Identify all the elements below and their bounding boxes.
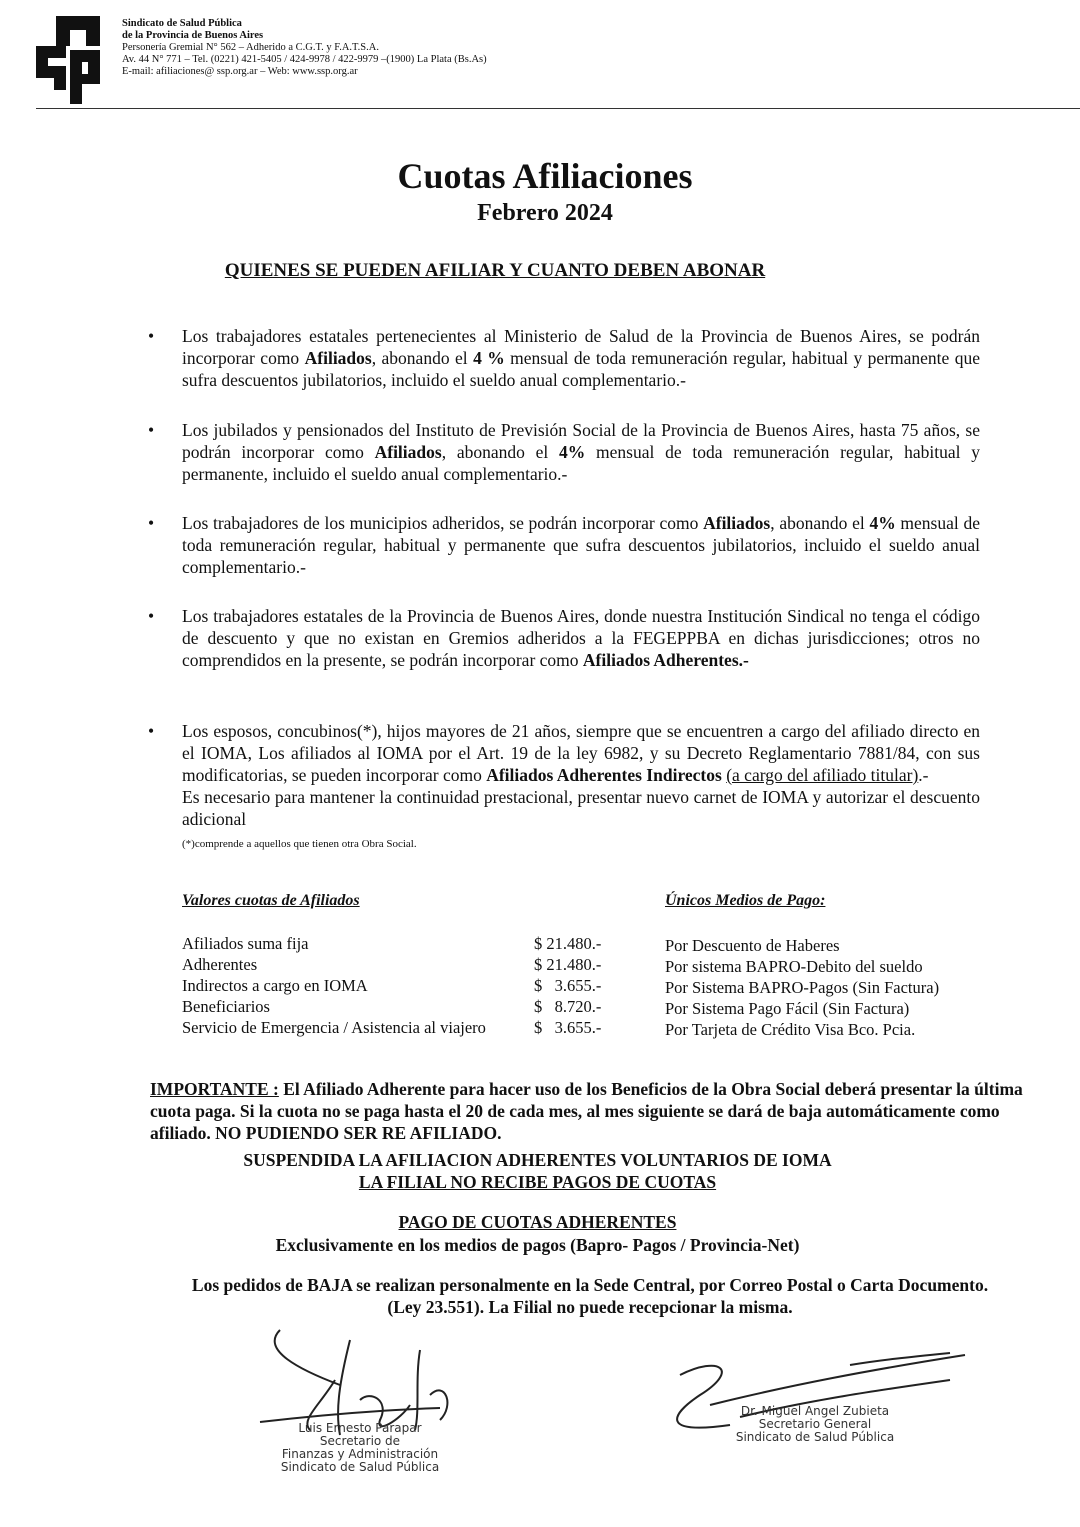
payment-method: Por sistema BAPRO-Debito del sueldo (665, 957, 923, 976)
fee-row: Servicio de Emergencia / Asistencia al viajero $ 3.655.- (182, 1018, 602, 1037)
bullet-item: • Los trabajadores de los municipios adheridos, se podrán incorporar como Afiliados, abonando el 4% mensual de toda remuneración regular, habitual y permanente que sufra descuentos jubilatorios, incluido el sueldo anual complementario.- (148, 513, 980, 577)
fee-row: Beneficiarios $ 8.720.- (182, 997, 602, 1016)
ssp-logo (36, 16, 102, 104)
baja-notice: Los pedidos de BAJA se realizan personalmente en la Sede Central, por Correo Postal o Carta Documento. (Ley 23.551). La Filial no puede recepcionar la misma. (191, 1275, 989, 1317)
signer-name: Luis Ernesto Parapar (298, 1421, 422, 1435)
bullet-item: • Los jubilados y pensionados del Instituto de Previsión Social de la Provincia de Buenos Aires, hasta 75 años, se podrán incorporar como Afiliados, abonando el 4% mensual de toda remuneración regular, habitual y permanente, incluido el sueldo anual complementario.- (148, 420, 981, 484)
bullet-icon: • (148, 420, 155, 440)
no-payments-notice: LA FILIAL NO RECIBE PAGOS DE CUOTAS (358, 1172, 717, 1192)
header-divider (36, 108, 1080, 109)
footnote: (*)comprende a aquellos que tienen otra Obra Social. (182, 838, 417, 850)
payment-heading: Únicos Medios de Pago: (665, 892, 826, 909)
payment-method: Por Tarjeta de Crédito Visa Bco. Pcia. (665, 1020, 916, 1039)
signature-block-right: Dr. Miguel Angel Zubieta Secretario General Sindicato de Salud Pública (700, 1405, 930, 1444)
bullet-item: • Los esposos, concubinos(*), hijos mayores de 21 años, siempre que se encuentren a cargo del afiliado directo en el IOMA, Los afiliados al IOMA por el Art. 19 de la ley 6982, y su Decreto Reglamentario 7881/84, con sus modificatorias, se pueden incorporar como Afiliados Adherentes Indirectos (a cargo del afiliado titular).- Es necesario para mantener la continuidad prestacional, presentar nuevo carnet de IOMA y autorizar el descuento adicional (*)comprende a aquellos que tienen otra Obra Social. (148, 721, 980, 850)
payment-method: Por Sistema BAPRO-Pagos (Sin Factura) (665, 978, 940, 997)
page-subtitle: Febrero 2024 (477, 200, 613, 226)
payment-method: Por Sistema Pago Fácil (Sin Factura) (665, 999, 910, 1018)
org-province: de la Provincia de Buenos Aires (122, 30, 264, 41)
org-contact: E-mail: afiliaciones@ ssp.org.ar – Web: www.ssp.org.ar (122, 66, 358, 77)
payment-method: Por Descuento de Haberes (665, 936, 840, 955)
fee-row: Afiliados suma fija $ 21.480.- (182, 934, 602, 953)
pago-text: Exclusivamente en los medios de pagos (Bapro- Pagos / Provincia-Net) (275, 1235, 800, 1255)
page-title: Cuotas Afiliaciones (397, 156, 693, 196)
fee-row: Adherentes $ 21.480.- (182, 955, 602, 974)
bullet-item: • Los trabajadores estatales de la Provincia de Buenos Aires, donde nuestra Institución Sindical no tenga el código de descuento y que no existan en Gremios adheridos a la FEGEPPBA en dichas jurisdicciones; otros no comprendidos en la presente, se podrán incorporar como Afiliados Adherentes.- (148, 606, 980, 670)
org-address: Av. 44 N° 771 – Tel. (0221) 421-5405 / 424-9978 / 422-9979 –(1900) La Plata (Bs.As) (122, 54, 487, 65)
suspension-notice: SUSPENDIDA LA AFILIACION ADHERENTES VOLUNTARIOS DE IOMA (243, 1150, 832, 1170)
signer-name: Dr. Miguel Angel Zubieta (740, 1404, 890, 1418)
bullet-icon: • (148, 326, 155, 346)
letterhead-text (122, 18, 487, 78)
bullet-item: • Los trabajadores estatales pertenecientes al Ministerio de Salud de la Provincia de Buenos Aires, se podrán incorporar como Afiliados, abonando el 4 % mensual de toda remuneración regular, habitual y permanente que sufra descuentos jubilatorios, incluido el sueldo anual complementario.- (148, 326, 981, 390)
fee-row: Indirectos a cargo en IOMA $ 3.655.- (182, 976, 602, 995)
bullet-icon: • (148, 721, 155, 741)
bullet-icon: • (148, 606, 155, 626)
letterhead (36, 14, 1046, 110)
org-registration: Personería Gremial N° 562 – Adherido a C.G.T. y F.A.T.S.A. (122, 42, 379, 53)
pago-heading: PAGO DE CUOTAS ADHERENTES (398, 1212, 677, 1232)
signature-block-left: Luis Ernesto Parapar Secretario de Finanzas y Administración Sindicato de Salud Pública (250, 1422, 470, 1474)
bullet-icon: • (148, 513, 155, 533)
ioma-requirement: Es necesario para mantener la continuidad prestacional, presentar nuevo carnet de IOMA y autorizar el descuento adicional (182, 787, 980, 829)
fees-heading: Valores cuotas de Afiliados (182, 892, 360, 909)
important-notice: IMPORTANTE : El Afiliado Adherente para hacer uso de los Beneficios de la Obra Social deberá presentar la última cuota paga. Si la cuota no se paga hasta el 20 de cada mes, al mes siguiente se dará de baja automáticamente como afiliado. NO PUDIENDO SER RE AFILIADO. (150, 1079, 1023, 1143)
section-heading: QUIENES SE PUEDEN AFILIAR Y CUANTO DEBEN ABONAR (224, 260, 766, 281)
important-label: IMPORTANTE : (150, 1079, 279, 1099)
org-name: Sindicato de Salud Pública (122, 18, 242, 29)
